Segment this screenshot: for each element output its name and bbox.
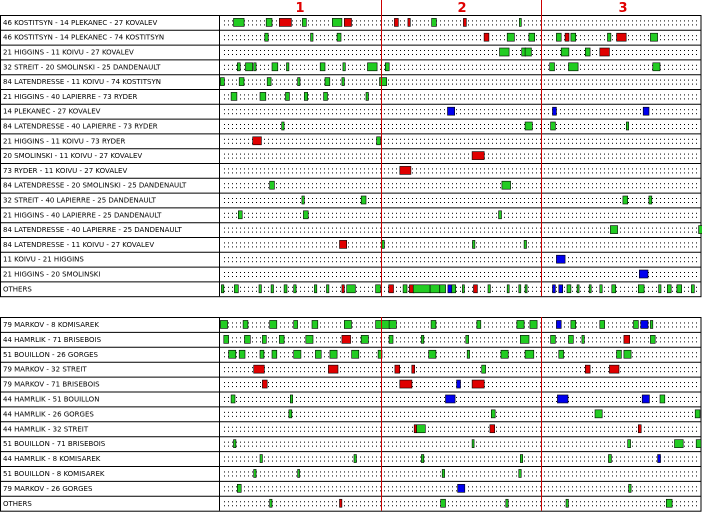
shift-event-green — [311, 33, 313, 41]
shift-event-green — [289, 410, 292, 418]
shift-event-green — [290, 395, 292, 403]
row-label: 79 MARKOV - 8 KOMISAREK — [3, 320, 99, 329]
shift-event-green — [472, 440, 474, 448]
shift-event-green — [623, 196, 628, 204]
row-label: 32 STREIT - 20 SMOLINSKI - 25 DANDENAULT — [3, 63, 161, 72]
shift-event-red — [484, 33, 489, 41]
shift-event-green — [595, 410, 602, 418]
row-label: 21 HIGGINS - 40 LAPIERRE - 25 DANDENAULT — [3, 211, 162, 220]
shift-event-green — [499, 211, 502, 219]
shift-event-red — [254, 365, 265, 373]
shift-event-green — [500, 48, 510, 56]
shift-event-green — [582, 335, 584, 343]
shift-event-green — [626, 122, 628, 130]
shift-event-green — [589, 285, 591, 293]
shift-event-green — [551, 122, 556, 130]
shift-event-green — [294, 320, 298, 328]
shift-event-green — [234, 285, 238, 293]
shift-event-green — [551, 335, 556, 343]
shift-event-green — [608, 33, 611, 41]
shift-event-green — [610, 226, 617, 234]
shift-event-green — [467, 350, 469, 358]
shift-event-green — [530, 320, 537, 328]
shift-event-green — [609, 455, 612, 463]
row-dot-grid — [224, 20, 697, 25]
shift-event-green — [234, 440, 236, 448]
row-label: 84 LATENDRESSE - 20 SMOLINSKI - 25 DANDENAULT — [3, 181, 187, 190]
shift-event-green — [520, 455, 522, 463]
row-label: 84 LATENDRESSE - 40 LAPIERRE - 73 RYDER — [3, 122, 158, 131]
shift-event-blue — [556, 320, 561, 328]
shift-event-green — [666, 499, 672, 507]
shift-event-green — [462, 285, 464, 293]
shift-event-green — [421, 455, 423, 463]
shift-event-blue — [642, 395, 649, 403]
shift-event-green — [488, 285, 490, 293]
shift-event-blue — [553, 285, 556, 293]
row-label: 73 RYDER - 11 KOIVU - 27 KOVALEV — [3, 166, 128, 175]
shift-event-green — [506, 499, 508, 507]
shift-event-green — [675, 440, 684, 448]
shift-event-red — [394, 18, 398, 26]
shift-event-green — [376, 320, 391, 328]
shift-event-green — [238, 211, 242, 219]
shift-event-green — [667, 285, 671, 293]
shift-event-green — [337, 33, 341, 41]
shift-event-green — [376, 285, 381, 293]
shift-event-green — [243, 320, 248, 328]
shift-event-red — [328, 365, 338, 373]
shift-event-green — [262, 335, 266, 343]
shift-event-blue — [658, 455, 661, 463]
shift-event-green — [220, 78, 224, 86]
shift-event-blue — [643, 107, 649, 115]
shift-event-red — [600, 48, 610, 56]
shift-event-green — [272, 350, 277, 358]
shift-event-green — [525, 350, 534, 358]
shift-event-green — [282, 122, 284, 130]
shift-event-green — [650, 335, 655, 343]
shift-event-red — [585, 365, 590, 373]
shift-event-green — [600, 285, 602, 293]
shift-event-green — [246, 63, 253, 71]
shift-event-green — [287, 63, 289, 71]
shift-event-green — [695, 410, 700, 418]
shift-event-red — [400, 380, 412, 388]
shift-event-green — [569, 335, 574, 343]
shift-event-blue — [448, 285, 452, 293]
shift-event-green — [343, 63, 345, 71]
row-dot-grid — [224, 412, 697, 417]
shift-event-green — [270, 499, 272, 507]
shift-event-green — [649, 196, 652, 204]
shift-event-green — [525, 122, 532, 130]
row-dot-grid — [224, 168, 697, 173]
shift-event-green — [270, 181, 275, 189]
row-dot-grid — [224, 154, 697, 159]
row-dot-grid — [224, 272, 697, 277]
row-label: 44 HAMRLIK - 32 STREIT — [3, 425, 89, 434]
shift-event-green — [650, 320, 652, 328]
shift-event-red — [412, 365, 415, 373]
row-label: 51 BOUILLON - 8 KOMISAREK — [3, 469, 105, 478]
row-dot-grid — [224, 242, 697, 247]
shift-event-green — [271, 285, 273, 293]
row-label: 11 KOIVU - 21 HIGGINS — [3, 255, 84, 264]
shift-event-red — [474, 285, 478, 293]
shift-event-red — [279, 18, 291, 26]
row-label: 79 MARKOV - 26 GORGES — [3, 484, 93, 493]
row-dot-grid — [224, 457, 697, 462]
shift-event-green — [325, 78, 330, 86]
shift-event-green — [559, 350, 564, 358]
shift-event-green — [524, 240, 526, 248]
shift-event-green — [298, 469, 300, 477]
shift-event-green — [380, 78, 387, 86]
shift-event-green — [421, 335, 423, 343]
shift-event-green — [569, 63, 579, 71]
shift-event-blue — [553, 107, 557, 115]
shift-event-green — [224, 335, 229, 343]
row-label: OTHERS — [3, 285, 32, 294]
shift-event-green — [279, 335, 284, 343]
shift-event-green — [294, 350, 301, 358]
row-label: 21 HIGGINS - 20 SMOLINSKI — [3, 270, 101, 279]
shift-event-green — [571, 320, 576, 328]
shift-event-green — [519, 285, 521, 293]
shift-event-green — [442, 469, 444, 477]
row-dot-grid — [224, 397, 697, 402]
row-dot-grid — [224, 183, 697, 188]
shift-event-green — [304, 92, 307, 100]
shift-event-green — [477, 320, 481, 328]
shift-event-blue — [446, 395, 456, 403]
period-headers — [295, 1, 627, 16]
shift-event-green — [260, 455, 262, 463]
shift-event-red — [624, 335, 630, 343]
shift-event-red — [617, 33, 627, 41]
shift-event-red — [414, 425, 416, 433]
shift-event-green — [403, 285, 407, 293]
shift-event-green — [314, 285, 316, 293]
row-label: 44 HAMRLIK - 8 KOMISAREK — [3, 455, 101, 464]
section-defense-pairs — [0, 317, 701, 511]
row-dot-grid — [224, 367, 697, 372]
shift-event-green — [571, 33, 576, 41]
shift-event-green — [507, 33, 514, 41]
shift-event-green — [517, 320, 524, 328]
shift-event-red — [463, 18, 466, 26]
shift-event-green — [294, 285, 296, 293]
row-label: 21 HIGGINS - 11 KOIVU - 27 KOVALEV — [3, 48, 134, 57]
shift-event-green — [234, 18, 245, 26]
row-label: OTHERS — [3, 499, 32, 508]
shift-event-green — [254, 63, 256, 71]
shift-event-green — [382, 240, 384, 248]
shift-event-red — [395, 365, 400, 373]
shift-event-green — [466, 335, 469, 343]
shift-event-green — [324, 92, 328, 100]
shift-event-green — [368, 63, 378, 71]
shift-event-red — [389, 285, 394, 293]
shift-event-green — [696, 440, 701, 448]
shift-event-green — [231, 92, 237, 100]
shift-event-green — [629, 484, 631, 492]
row-dot-grid — [224, 213, 697, 218]
shift-event-green — [377, 137, 381, 145]
row-label: 32 STREIT - 40 LAPIERRE - 25 DANDENAULT — [3, 196, 156, 205]
shift-event-red — [344, 18, 351, 26]
shift-event-blue — [556, 255, 565, 263]
shift-event-green — [265, 33, 268, 41]
shift-event-green — [440, 285, 446, 293]
shift-event-red — [638, 425, 641, 433]
shift-event-green — [260, 92, 266, 100]
shift-event-green — [473, 240, 475, 248]
shift-event-green — [612, 285, 616, 293]
shift-event-blue — [448, 107, 455, 115]
shift-event-green — [638, 285, 644, 293]
shift-event-red — [408, 18, 410, 26]
row-label: 84 LATENDRESSE - 40 LAPIERRE - 25 DANDENAULT — [3, 226, 182, 235]
shift-event-green — [432, 18, 437, 26]
shift-event-green — [259, 285, 261, 293]
shift-event-green — [525, 285, 527, 293]
row-dot-grid — [224, 139, 697, 144]
row-label: 44 HAMRLIK - 26 GORGES — [3, 410, 94, 419]
row-dot-grid — [224, 442, 697, 447]
shift-event-green — [302, 18, 306, 26]
shift-event-green — [624, 350, 631, 358]
shift-event-green — [529, 33, 535, 41]
period-label-3: 3 — [618, 1, 628, 16]
row-label: 21 HIGGINS - 11 KOIVU - 73 RYDER — [3, 137, 126, 146]
shift-event-green — [429, 350, 436, 358]
shift-event-red — [400, 166, 411, 174]
shift-event-green — [520, 335, 529, 343]
row-dot-grid — [224, 80, 697, 85]
shift-event-green — [660, 395, 665, 403]
shift-event-red — [609, 365, 619, 373]
shift-event-green — [501, 350, 508, 358]
shift-event-green — [327, 285, 329, 293]
row-label: 21 HIGGINS - 40 LAPIERRE - 73 RYDER — [3, 92, 138, 101]
shift-event-red — [262, 380, 267, 388]
shift-event-green — [431, 320, 436, 328]
shift-event-green — [634, 320, 639, 328]
shift-event-green — [389, 335, 393, 343]
shift-event-green — [413, 285, 430, 293]
shift-event-green — [272, 63, 278, 71]
shift-event-green — [266, 18, 272, 26]
shift-event-green — [286, 92, 290, 100]
shift-event-green — [354, 455, 356, 463]
shift-event-green — [600, 320, 605, 328]
row-label: 44 HAMRLIK - 51 BOUILLON — [3, 395, 100, 404]
shift-event-blue — [457, 380, 461, 388]
shift-event-green — [561, 48, 569, 56]
row-label: 14 PLEKANEC - 27 KOVALEV — [3, 107, 101, 116]
shift-event-green — [430, 285, 440, 293]
shift-event-green — [306, 335, 313, 343]
shift-event-red — [340, 240, 347, 248]
shift-event-green — [312, 320, 318, 328]
shift-event-green — [302, 196, 304, 204]
shift-event-green — [441, 499, 446, 507]
shift-event-green — [628, 440, 631, 448]
shift-event-green — [221, 285, 223, 293]
shift-event-green — [556, 33, 561, 41]
period-label-1: 1 — [295, 1, 305, 16]
shift-event-green — [417, 425, 426, 433]
shift-event-green — [239, 350, 245, 358]
shift-event-green — [344, 320, 351, 328]
row-dot-grid — [224, 50, 697, 55]
shift-event-green — [284, 285, 287, 293]
shift-event-green — [691, 285, 694, 293]
shift-event-green — [617, 350, 622, 358]
shift-event-green — [659, 285, 661, 293]
shift-event-blue — [641, 320, 648, 328]
shift-event-green — [298, 78, 300, 86]
row-dot-grid — [224, 65, 697, 70]
shift-event-green — [585, 48, 590, 56]
shift-event-green — [270, 320, 277, 328]
shift-event-green — [352, 350, 359, 358]
row-label: 79 MARKOV - 71 BRISEBOIS — [3, 380, 100, 389]
shift-event-green — [361, 335, 368, 343]
row-label: 46 KOSTITSYN - 14 PLEKANEC - 27 KOVALEV — [3, 18, 158, 27]
shift-event-green — [519, 18, 521, 26]
row-label: 44 HAMRLIK - 71 BRISEBOIS — [3, 335, 102, 344]
shift-event-green — [677, 285, 682, 293]
shift-event-green — [452, 285, 456, 293]
shift-event-green — [389, 320, 396, 328]
shift-event-green — [320, 63, 325, 71]
shift-event-blue — [458, 484, 465, 492]
period-label-2: 2 — [457, 1, 467, 16]
shift-event-green — [315, 350, 321, 358]
shift-event-green — [699, 226, 702, 234]
row-dot-grid — [224, 471, 697, 476]
shift-event-green — [237, 484, 241, 492]
shift-event-green — [330, 350, 337, 358]
row-dot-grid — [224, 427, 697, 432]
shift-event-green — [502, 181, 511, 189]
row-label: 84 LATENDRESSE - 11 KOIVU - 27 KOVALEV — [3, 240, 155, 249]
shift-event-green — [567, 285, 571, 293]
shift-event-green — [550, 63, 555, 71]
row-label: 84 LATENDRESSE - 11 KOIVU - 74 KOSTITSYN — [3, 78, 162, 87]
shift-event-green — [231, 395, 235, 403]
shift-event-red — [253, 137, 262, 145]
shift-event-green — [525, 48, 531, 56]
shift-event-green — [519, 469, 521, 477]
row-label: 46 KOSTITSYN - 14 PLEKANEC - 74 KOSTITSYN — [3, 33, 165, 42]
shift-event-red — [472, 152, 484, 160]
row-dot-grid — [224, 109, 697, 114]
shift-event-green — [653, 63, 660, 71]
row-label: 51 BOUILLON - 71 BRISEBOIS — [3, 440, 106, 449]
shift-event-red — [565, 33, 569, 41]
shift-event-blue — [557, 395, 568, 403]
shift-event-green — [347, 285, 356, 293]
shift-event-green — [332, 18, 342, 26]
row-dot-grid — [224, 501, 697, 506]
row-dot-grid — [224, 228, 697, 233]
row-dot-grid — [224, 257, 697, 262]
shift-event-red — [340, 499, 342, 507]
shift-event-green — [245, 335, 251, 343]
shift-event-green — [366, 92, 368, 100]
shift-event-green — [482, 365, 486, 373]
shift-event-green — [267, 78, 271, 86]
shift-event-green — [577, 285, 579, 293]
row-label: 20 SMOLINSKI - 11 KOIVU - 27 KOVALEV — [3, 152, 143, 161]
shift-event-green — [254, 469, 256, 477]
shift-event-red — [472, 380, 484, 388]
shift-event-green — [507, 285, 509, 293]
shift-event-green — [303, 211, 308, 219]
shift-event-red — [342, 285, 344, 293]
shift-event-green — [237, 63, 240, 71]
shift-event-blue — [639, 270, 648, 278]
shift-event-green — [239, 78, 244, 86]
shift-event-green — [361, 196, 366, 204]
shift-event-green — [260, 350, 264, 358]
shift-event-green — [650, 33, 657, 41]
shift-event-green — [491, 410, 495, 418]
shift-event-green — [220, 320, 227, 328]
row-dot-grid — [224, 94, 697, 99]
shift-event-green — [342, 78, 344, 86]
shift-event-green — [385, 63, 389, 71]
shift-event-green — [229, 350, 236, 358]
shift-event-red — [342, 335, 351, 343]
row-label: 51 BOUILLON - 26 GORGES — [3, 350, 99, 359]
row-label: 79 MARKOV - 32 STREIT — [3, 365, 87, 374]
shift-event-green — [566, 499, 568, 507]
shift-event-red — [490, 425, 495, 433]
shift-event-blue — [559, 285, 563, 293]
